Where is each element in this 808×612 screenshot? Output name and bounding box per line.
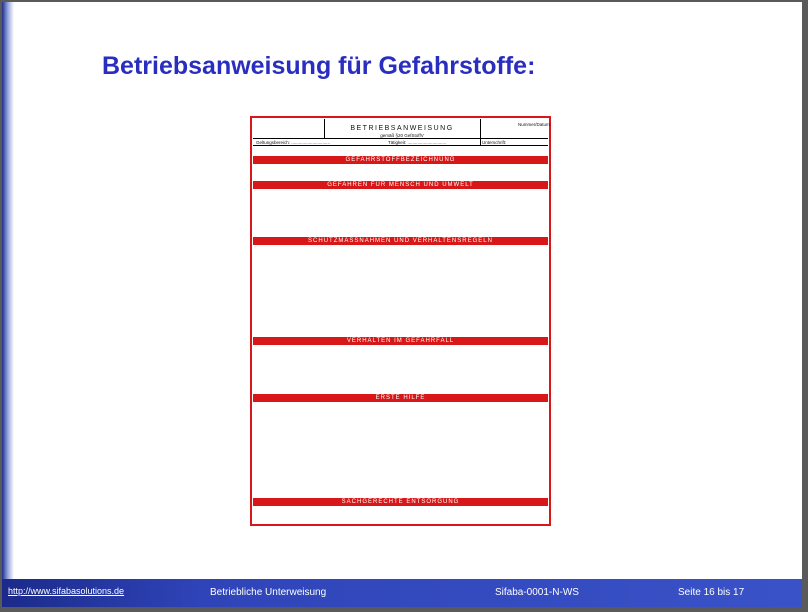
footer-center: Betriebliche Unterweisung [210,587,327,598]
header-signature: Unterschrift: [482,140,507,145]
header-scope: Geltungsbereich: ............................... [256,140,331,145]
slide-left-stripe [2,2,14,579]
header-bottom-line [253,145,548,146]
header-number: Nummer/Datum: [518,122,552,127]
section-bar-protection: SCHUTZMASSNAHMEN UND VERHALTENSREGELN [253,237,548,245]
operating-instruction-document [250,116,551,526]
slide [2,2,802,607]
section-bar-disposal: SACHGERECHTE ENTSORGUNG [253,498,548,506]
logo [2,494,132,584]
footer-page: Seite 16 bis 17 [678,587,745,598]
header-title: BETRIEBSANWEISUNG [350,125,454,132]
header-subtitle: gemäß §20 GefStoffV [380,133,424,138]
footer-url[interactable]: http://www.sifabasolutions.de [8,586,125,596]
header-activity: Tätigkeit: ............................... [388,140,447,145]
header-right-divider [480,119,481,145]
section-bar-emergency: VERHALTEN IM GEFAHRFALL [253,337,548,345]
section-bar-first-aid: ERSTE HILFE [253,394,548,402]
section-bar-hazards: GEFAHREN FÜR MENSCH UND UMWELT [253,181,548,189]
header-mid-line [253,138,548,139]
section-bar-substance: GEFAHRSTOFFBEZEICHNUNG [253,156,548,164]
footer-code: Sifaba-0001-N-WS [495,587,579,598]
slide-title: Betriebsanweisung für Gefahrstoffe: [102,52,536,80]
